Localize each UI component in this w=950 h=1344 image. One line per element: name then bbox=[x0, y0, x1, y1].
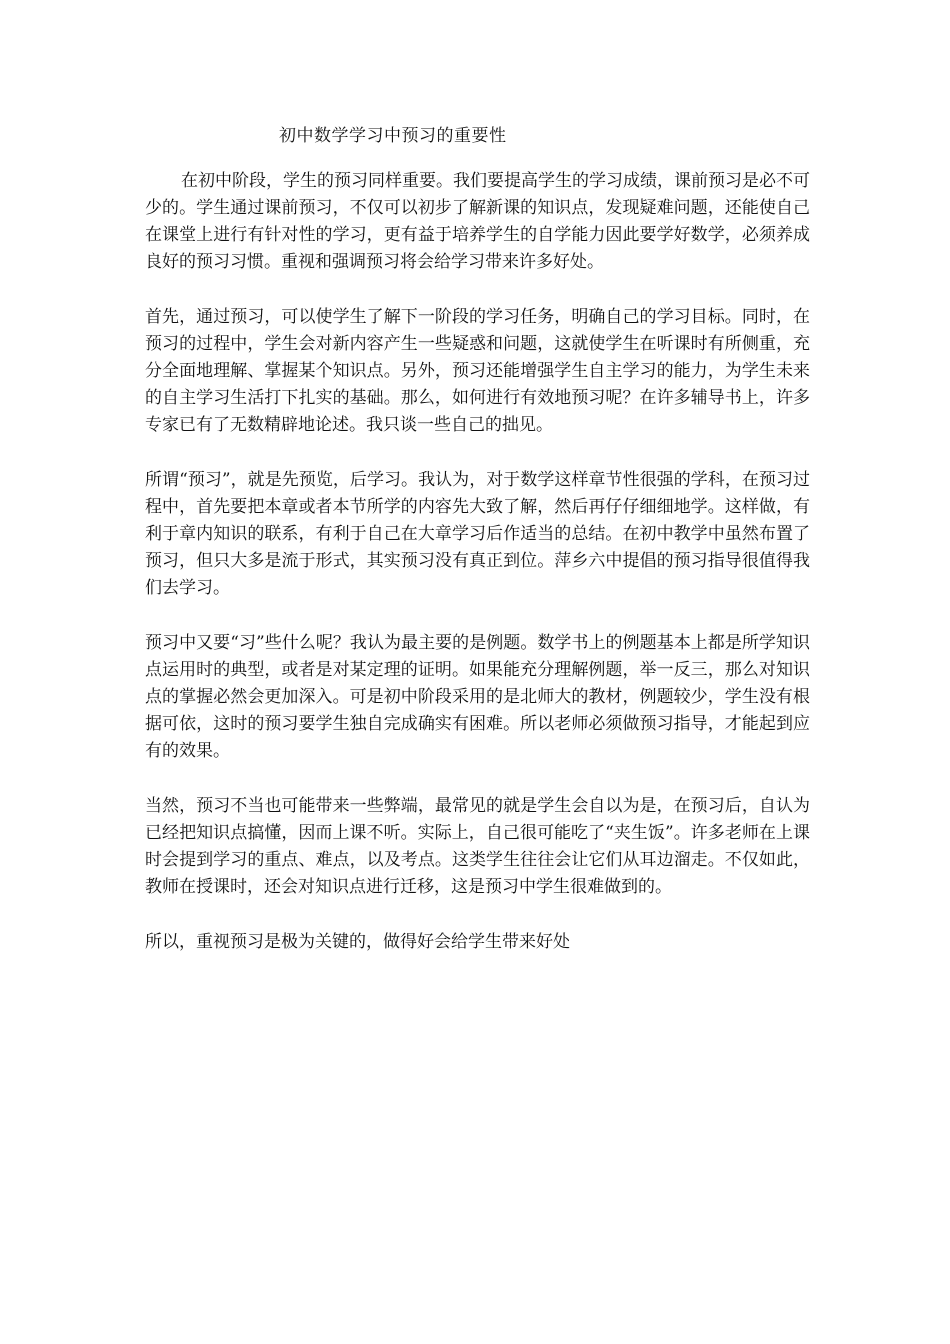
paragraph-definition: 所谓“预习”，就是先预览，后学习。我认为，对于数学这样章节性很强的学科，在预习过程中，首先要把本章或者本节所学的内容先大致了解，然后再仔仔细细地学。这样做，有利于章内知识的联系，有利于自己在大章学习后作适当的总结。在初中教学中虽然布置了预习，但只大多是流于形式，其实预习没有真正到位。萍乡六中提倡的预习指导很值得我们去学习。 bbox=[145, 470, 810, 598]
paragraph-conclusion: 所以，重视预习是极为关键的，做得好会给学生带来好处 bbox=[145, 932, 570, 952]
document-title: 初中数学学习中预习的重要性 bbox=[279, 126, 507, 146]
paragraph-first: 首先，通过预习，可以使学生了解下一阶段的学习任务，明确自己的学习目标。同时，在预习的过程中，学生会对新内容产生一些疑惑和问题，这就使学生在听课时有所侧重，充分全面地理解、掌握某个知识点。另外，预习还能增强学生自主学习的能力，为学生未来的自主学习生活打下扎实的基础。那么，如何进行有效地预习呢？在许多辅导书上，许多专家已有了无数精辟地论述。我只谈一些自己的拙见。 bbox=[145, 307, 810, 435]
paragraph-intro: 在初中阶段，学生的预习同样重要。我们要提高学生的学习成绩，课前预习是必不可少的。学生通过课前预习，不仅可以初步了解新课的知识点，发现疑难问题，还能使自己在课堂上进行有针对性的学习，更有益于培养学生的自学能力因此要学好数学，必须养成良好的预习习惯。重视和强调预习将会给学习带来许多好处。 bbox=[145, 171, 810, 272]
paragraph-drawbacks: 当然，预习不当也可能带来一些弊端，最常见的就是学生会自以为是，在预习后，自认为已经把知识点搞懂，因而上课不听。实际上，自己很可能吃了“夹生饭”。许多老师在上课时会提到学习的重点、难点，以及考点。这类学生往往会让它们从耳边溜走。不仅如此，教师在授课时，还会对知识点进行迁移，这是预习中学生很难做到的。 bbox=[145, 796, 810, 897]
document-page bbox=[145, 116, 810, 984]
paragraph-examples: 预习中又要“习”些什么呢？我认为最主要的是例题。数学书上的例题基本上都是所学知识点运用时的典型，或者是对某定理的证明。如果能充分理解例题，举一反三，那么对知识点的掌握必然会更加深入。可是初中阶段采用的是北师大的教材，例题较少，学生没有根据可依，这时的预习要学生独自完成确实有困难。所以老师必须做预习指导，才能起到应有的效果。 bbox=[145, 633, 810, 761]
